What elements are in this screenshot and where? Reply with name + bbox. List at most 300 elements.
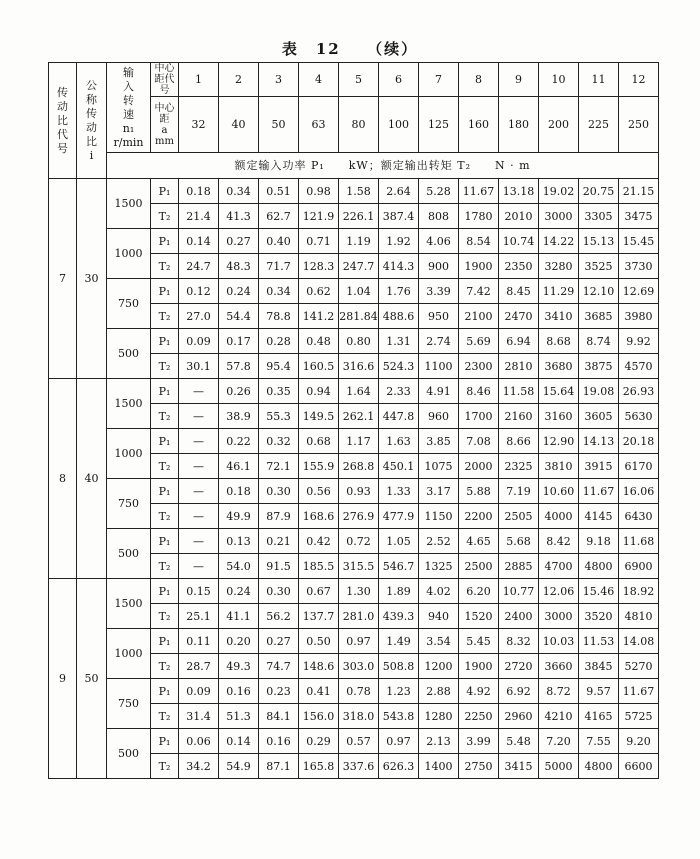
torque-value: 4570 <box>619 354 659 379</box>
power-value: 0.06 <box>179 729 219 754</box>
power-value: 8.42 <box>539 529 579 554</box>
torque-value: 281.0 <box>339 604 379 629</box>
torque-value: 78.8 <box>259 304 299 329</box>
torque-value: — <box>179 454 219 479</box>
torque-value: 3605 <box>579 404 619 429</box>
torque-value: 1280 <box>419 704 459 729</box>
table-row <box>49 229 659 254</box>
torque-value: 2505 <box>499 504 539 529</box>
torque-value: 524.3 <box>379 354 419 379</box>
center-distance: 225 <box>579 97 619 153</box>
torque-value: 168.6 <box>299 504 339 529</box>
torque-value: 54.4 <box>219 304 259 329</box>
center-distance: 160 <box>459 97 499 153</box>
input-speed: 750 <box>107 279 151 329</box>
torque-value: 5000 <box>539 754 579 779</box>
torque-value: 6900 <box>619 554 659 579</box>
torque-value: 62.7 <box>259 204 299 229</box>
power-value: 11.29 <box>539 279 579 304</box>
power-value: 0.41 <box>299 679 339 704</box>
torque-value: 315.5 <box>339 554 379 579</box>
power-value: 11.68 <box>619 529 659 554</box>
center-code: 8 <box>459 63 499 97</box>
power-value: 3.39 <box>419 279 459 304</box>
table-row <box>49 329 659 354</box>
power-value: — <box>179 379 219 404</box>
torque-value: 48.3 <box>219 254 259 279</box>
power-value: 5.45 <box>459 629 499 654</box>
power-value: 0.40 <box>259 229 299 254</box>
power-value: 0.93 <box>339 479 379 504</box>
power-value: 19.08 <box>579 379 619 404</box>
power-value: 4.92 <box>459 679 499 704</box>
input-speed: 500 <box>107 329 151 379</box>
power-value: 9.20 <box>619 729 659 754</box>
table-title: 表 12 （续） <box>281 40 419 58</box>
power-value: 10.03 <box>539 629 579 654</box>
power-value: 0.22 <box>219 429 259 454</box>
power-value: 12.90 <box>539 429 579 454</box>
power-value: 1.49 <box>379 629 419 654</box>
power-value: 8.72 <box>539 679 579 704</box>
header-speed-unit: r/min <box>113 135 144 149</box>
power-value: — <box>179 429 219 454</box>
torque-value: 626.3 <box>379 754 419 779</box>
center-distance: 250 <box>619 97 659 153</box>
torque-value: 121.9 <box>299 204 339 229</box>
power-value: 9.92 <box>619 329 659 354</box>
input-speed: 1000 <box>107 429 151 479</box>
center-distance: 40 <box>219 97 259 153</box>
center-distance: 50 <box>259 97 299 153</box>
power-value: 11.58 <box>499 379 539 404</box>
torque-value: 2010 <box>499 204 539 229</box>
row-label-P: P₁ <box>151 579 179 604</box>
power-value: 3.99 <box>459 729 499 754</box>
row-label-P: P₁ <box>151 529 179 554</box>
power-value: 1.63 <box>379 429 419 454</box>
header-ratio-code <box>49 63 77 179</box>
power-value: 0.97 <box>379 729 419 754</box>
power-value: 0.21 <box>259 529 299 554</box>
power-value: 1.04 <box>339 279 379 304</box>
power-value: 19.02 <box>539 179 579 204</box>
power-value: 0.24 <box>219 579 259 604</box>
power-value: 0.42 <box>299 529 339 554</box>
torque-value: 4800 <box>579 554 619 579</box>
power-value: 12.10 <box>579 279 619 304</box>
torque-value: 281.84 <box>339 304 379 329</box>
torque-value: 55.3 <box>259 404 299 429</box>
torque-value: 1900 <box>459 654 499 679</box>
torque-value: 165.8 <box>299 754 339 779</box>
power-value: 0.20 <box>219 629 259 654</box>
torque-value: 27.0 <box>179 304 219 329</box>
center-code: 4 <box>299 63 339 97</box>
power-value: 16.06 <box>619 479 659 504</box>
power-value: 0.13 <box>219 529 259 554</box>
power-value: 2.74 <box>419 329 459 354</box>
torque-value: — <box>179 404 219 429</box>
power-value: 15.46 <box>579 579 619 604</box>
table-row <box>49 529 659 554</box>
table-row <box>49 479 659 504</box>
torque-value: 1150 <box>419 504 459 529</box>
torque-value: 2300 <box>459 354 499 379</box>
row-label-P: P₁ <box>151 729 179 754</box>
torque-value: 2000 <box>459 454 499 479</box>
torque-value: 95.4 <box>259 354 299 379</box>
torque-value: 3680 <box>539 354 579 379</box>
power-value: 0.15 <box>179 579 219 604</box>
header-ratio-code-text: 传动比代号 <box>57 85 68 155</box>
torque-value: 2500 <box>459 554 499 579</box>
power-value: 5.88 <box>459 479 499 504</box>
torque-value: 2350 <box>499 254 539 279</box>
center-code: 12 <box>619 63 659 97</box>
power-value: 4.65 <box>459 529 499 554</box>
power-value: 0.97 <box>339 629 379 654</box>
torque-value: 3160 <box>539 404 579 429</box>
torque-value: 2720 <box>499 654 539 679</box>
power-value: 0.14 <box>179 229 219 254</box>
torque-value: 30.1 <box>179 354 219 379</box>
center-code: 9 <box>499 63 539 97</box>
torque-value: 41.1 <box>219 604 259 629</box>
row-label-P: P₁ <box>151 679 179 704</box>
table-row <box>49 279 659 304</box>
table-row <box>49 629 659 654</box>
power-value: 8.32 <box>499 629 539 654</box>
torque-value: 148.6 <box>299 654 339 679</box>
header-input-speed <box>107 63 151 153</box>
torque-value: 318.0 <box>339 704 379 729</box>
power-value: 0.18 <box>179 179 219 204</box>
torque-value: 439.3 <box>379 604 419 629</box>
power-value: 0.71 <box>299 229 339 254</box>
power-value: 8.66 <box>499 429 539 454</box>
power-value: 0.09 <box>179 679 219 704</box>
torque-value: 447.8 <box>379 404 419 429</box>
table-row <box>49 429 659 454</box>
row-label-T: T₂ <box>151 604 179 629</box>
center-code: 2 <box>219 63 259 97</box>
torque-value: 25.1 <box>179 604 219 629</box>
torque-value: 226.1 <box>339 204 379 229</box>
torque-value: 54.9 <box>219 754 259 779</box>
power-value: 3.17 <box>419 479 459 504</box>
power-value: 14.08 <box>619 629 659 654</box>
power-value: 0.30 <box>259 479 299 504</box>
power-value: 20.18 <box>619 429 659 454</box>
nominal-ratio: 40 <box>77 379 107 579</box>
torque-value: 268.8 <box>339 454 379 479</box>
torque-value: — <box>179 504 219 529</box>
power-value: 0.68 <box>299 429 339 454</box>
power-value: 5.68 <box>499 529 539 554</box>
torque-value: 1400 <box>419 754 459 779</box>
power-value: 5.28 <box>419 179 459 204</box>
torque-value: 72.1 <box>259 454 299 479</box>
power-value: 0.30 <box>259 579 299 604</box>
torque-value: 5725 <box>619 704 659 729</box>
torque-value: 4145 <box>579 504 619 529</box>
torque-value: 56.2 <box>259 604 299 629</box>
row-label-P: P₁ <box>151 379 179 404</box>
power-value: 7.55 <box>579 729 619 754</box>
power-value: 9.57 <box>579 679 619 704</box>
power-value: 0.14 <box>219 729 259 754</box>
center-code: 7 <box>419 63 459 97</box>
torque-value: 3305 <box>579 204 619 229</box>
power-value: 1.76 <box>379 279 419 304</box>
power-value: 18.92 <box>619 579 659 604</box>
power-value: 26.93 <box>619 379 659 404</box>
torque-value: 4000 <box>539 504 579 529</box>
power-value: 2.64 <box>379 179 419 204</box>
power-value: 1.33 <box>379 479 419 504</box>
input-speed: 500 <box>107 729 151 779</box>
power-value: 0.12 <box>179 279 219 304</box>
power-value: 12.69 <box>619 279 659 304</box>
power-value: 0.50 <box>299 629 339 654</box>
row-label-T: T₂ <box>151 504 179 529</box>
power-value: 0.51 <box>259 179 299 204</box>
row-label-T: T₂ <box>151 454 179 479</box>
power-value: 8.46 <box>459 379 499 404</box>
center-distance: 200 <box>539 97 579 153</box>
torque-value: 808 <box>419 204 459 229</box>
torque-value: 87.9 <box>259 504 299 529</box>
center-distance: 100 <box>379 97 419 153</box>
ratio-code: 9 <box>49 579 77 779</box>
torque-value: 1200 <box>419 654 459 679</box>
center-distance: 125 <box>419 97 459 153</box>
power-value: 8.54 <box>459 229 499 254</box>
power-value: 0.32 <box>259 429 299 454</box>
torque-value: 900 <box>419 254 459 279</box>
power-value: 8.45 <box>499 279 539 304</box>
torque-value: 156.0 <box>299 704 339 729</box>
row-label-T: T₂ <box>151 304 179 329</box>
power-value: 0.34 <box>219 179 259 204</box>
row-label-T: T₂ <box>151 554 179 579</box>
header-speed-text: 输入转速 <box>123 65 134 121</box>
torque-value: 6170 <box>619 454 659 479</box>
torque-value: 49.3 <box>219 654 259 679</box>
power-value: 0.24 <box>219 279 259 304</box>
center-distance-unit: mm <box>155 135 174 147</box>
torque-value: 4810 <box>619 604 659 629</box>
power-value: 0.23 <box>259 679 299 704</box>
torque-value: 247.7 <box>339 254 379 279</box>
power-value: 4.02 <box>419 579 459 604</box>
power-value: 15.45 <box>619 229 659 254</box>
torque-value: 1900 <box>459 254 499 279</box>
power-value: 0.80 <box>339 329 379 354</box>
torque-value: 2750 <box>459 754 499 779</box>
power-value: 7.08 <box>459 429 499 454</box>
center-distance: 180 <box>499 97 539 153</box>
power-value: 21.15 <box>619 179 659 204</box>
row-label-T: T₂ <box>151 754 179 779</box>
unit-row: 额定输入功率 P₁ kW；额定输出转矩 T₂ N · m <box>107 153 659 179</box>
torque-value: 4700 <box>539 554 579 579</box>
torque-value: 160.5 <box>299 354 339 379</box>
power-value: 5.69 <box>459 329 499 354</box>
torque-value: 3875 <box>579 354 619 379</box>
power-value: 0.56 <box>299 479 339 504</box>
torque-value: 337.6 <box>339 754 379 779</box>
center-distance-symbol: a <box>161 124 168 136</box>
torque-value: 387.4 <box>379 204 419 229</box>
center-code: 3 <box>259 63 299 97</box>
input-speed: 750 <box>107 479 151 529</box>
torque-value: 141.2 <box>299 304 339 329</box>
power-value: 12.06 <box>539 579 579 604</box>
torque-value: 24.7 <box>179 254 219 279</box>
torque-value: 960 <box>419 404 459 429</box>
torque-value: 5630 <box>619 404 659 429</box>
torque-value: 4800 <box>579 754 619 779</box>
center-distance-text: 中心距 <box>154 102 175 125</box>
power-value: 11.67 <box>619 679 659 704</box>
power-value: 11.67 <box>459 179 499 204</box>
power-value: 0.28 <box>259 329 299 354</box>
power-value: 0.16 <box>259 729 299 754</box>
torque-value: 185.5 <box>299 554 339 579</box>
torque-value: 57.8 <box>219 354 259 379</box>
input-speed: 1500 <box>107 179 151 229</box>
power-value: 6.92 <box>499 679 539 704</box>
torque-value: 1100 <box>419 354 459 379</box>
input-speed: 1500 <box>107 379 151 429</box>
ratio-code: 7 <box>49 179 77 379</box>
power-value: 0.11 <box>179 629 219 654</box>
power-value: 1.89 <box>379 579 419 604</box>
power-value: 4.91 <box>419 379 459 404</box>
power-value: 3.85 <box>419 429 459 454</box>
row-label-T: T₂ <box>151 704 179 729</box>
power-value: 20.75 <box>579 179 619 204</box>
torque-value: 316.6 <box>339 354 379 379</box>
torque-value: 546.7 <box>379 554 419 579</box>
power-value: 6.20 <box>459 579 499 604</box>
power-value: 0.17 <box>219 329 259 354</box>
power-value: 5.48 <box>499 729 539 754</box>
input-speed: 500 <box>107 529 151 579</box>
power-value: 1.17 <box>339 429 379 454</box>
center-code: 5 <box>339 63 379 97</box>
torque-value: 155.9 <box>299 454 339 479</box>
power-value: 0.27 <box>259 629 299 654</box>
power-value: 7.19 <box>499 479 539 504</box>
torque-value: 3000 <box>539 604 579 629</box>
power-value: 15.64 <box>539 379 579 404</box>
power-value: 0.34 <box>259 279 299 304</box>
header-nominal-ratio-text: 公称传动比 i <box>86 78 97 162</box>
row-label-P: P₁ <box>151 329 179 354</box>
power-value: 0.98 <box>299 179 339 204</box>
power-value: 14.13 <box>579 429 619 454</box>
torque-value: 34.2 <box>179 754 219 779</box>
torque-value: 3660 <box>539 654 579 679</box>
power-value: 8.68 <box>539 329 579 354</box>
torque-value: 3915 <box>579 454 619 479</box>
power-value: 0.29 <box>299 729 339 754</box>
torque-value: 3845 <box>579 654 619 679</box>
power-value: 0.57 <box>339 729 379 754</box>
torque-value: 1520 <box>459 604 499 629</box>
header-center-distance-label <box>151 97 179 153</box>
torque-value: 2100 <box>459 304 499 329</box>
torque-value: 4210 <box>539 704 579 729</box>
input-speed: 1500 <box>107 579 151 629</box>
power-value: 6.94 <box>499 329 539 354</box>
torque-value: 303.0 <box>339 654 379 679</box>
torque-value: 2325 <box>499 454 539 479</box>
torque-value: 3730 <box>619 254 659 279</box>
row-label-P: P₁ <box>151 429 179 454</box>
input-speed: 1000 <box>107 629 151 679</box>
torque-value: 276.9 <box>339 504 379 529</box>
center-code: 11 <box>579 63 619 97</box>
torque-value: 3685 <box>579 304 619 329</box>
torque-value: 414.3 <box>379 254 419 279</box>
torque-value: 46.1 <box>219 454 259 479</box>
power-value: 15.13 <box>579 229 619 254</box>
torque-value: 3000 <box>539 204 579 229</box>
table-row <box>49 579 659 604</box>
nominal-ratio: 50 <box>77 579 107 779</box>
power-value: 9.18 <box>579 529 619 554</box>
torque-value: 128.3 <box>299 254 339 279</box>
row-label-P: P₁ <box>151 229 179 254</box>
power-value: 0.27 <box>219 229 259 254</box>
rating-table <box>48 62 659 779</box>
header-center-code-label: 中心距代号 <box>151 63 179 97</box>
torque-value: 1780 <box>459 204 499 229</box>
torque-value: 31.4 <box>179 704 219 729</box>
power-value: 0.18 <box>219 479 259 504</box>
torque-value: 74.7 <box>259 654 299 679</box>
ratio-code: 8 <box>49 379 77 579</box>
power-value: 7.20 <box>539 729 579 754</box>
power-value: 11.67 <box>579 479 619 504</box>
torque-value: 950 <box>419 304 459 329</box>
torque-value: 71.7 <box>259 254 299 279</box>
power-value: 11.53 <box>579 629 619 654</box>
power-value: 1.30 <box>339 579 379 604</box>
torque-value: 2810 <box>499 354 539 379</box>
center-distance: 32 <box>179 97 219 153</box>
torque-value: 2250 <box>459 704 499 729</box>
row-label-P: P₁ <box>151 179 179 204</box>
input-speed: 750 <box>107 679 151 729</box>
torque-value: 149.5 <box>299 404 339 429</box>
power-value: 0.35 <box>259 379 299 404</box>
power-value: 14.22 <box>539 229 579 254</box>
power-value: 0.48 <box>299 329 339 354</box>
torque-value: 5270 <box>619 654 659 679</box>
power-value: 0.16 <box>219 679 259 704</box>
row-label-P: P₁ <box>151 279 179 304</box>
power-value: 8.74 <box>579 329 619 354</box>
torque-value: 488.6 <box>379 304 419 329</box>
table-row <box>49 679 659 704</box>
torque-value: 91.5 <box>259 554 299 579</box>
power-value: 3.54 <box>419 629 459 654</box>
